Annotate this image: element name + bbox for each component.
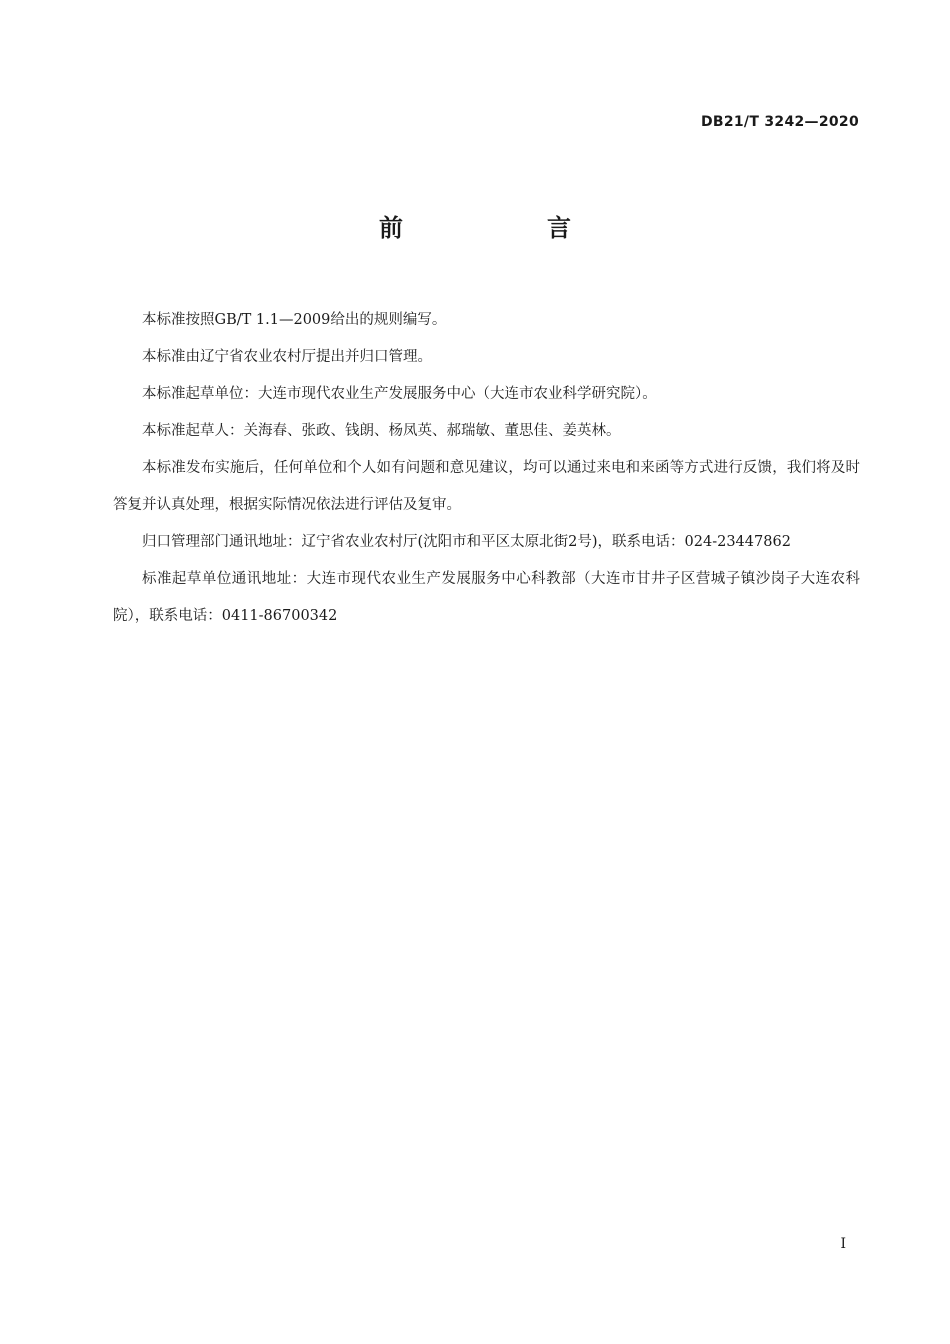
standard-code: DB21/T 3242—2020	[700, 114, 859, 130]
paragraph-management-address: 归口管理部门通讯地址：辽宁省农业农村厅(沈阳市和平区太原北街2号)，联系电话：024-23447862	[142, 534, 791, 550]
paragraph-drafters: 本标准起草人：关海春、张政、钱朗、杨凤英、郝瑞敏、董思佳、姜英林。	[142, 423, 621, 439]
foreword-body	[113, 302, 860, 635]
paragraph-drafting-rules: 本标准按照GB/T 1.1—2009给出的规则编写。	[142, 312, 447, 328]
page-title: 前 言	[379, 214, 631, 242]
paragraph-drafting-unit-address: 标准起草单位通讯地址：大连市现代农业生产发展服务中心科教部（大连市甘井子区营城子镇沙岗子大连农科院），联系电话：0411-86700342	[113, 571, 860, 624]
page-number: I	[840, 1236, 846, 1252]
paragraph-proposer: 本标准由辽宁省农业农村厅提出并归口管理。	[142, 349, 432, 365]
paragraph-drafting-unit: 本标准起草单位：大连市现代农业生产发展服务中心（大连市农业科学研究院）。	[142, 386, 657, 402]
paragraph-feedback: 本标准发布实施后，任何单位和个人如有问题和意见建议，均可以通过来电和来函等方式进行反馈，我们将及时答复并认真处理，根据实际情况依法进行评估及复审。	[113, 460, 860, 513]
